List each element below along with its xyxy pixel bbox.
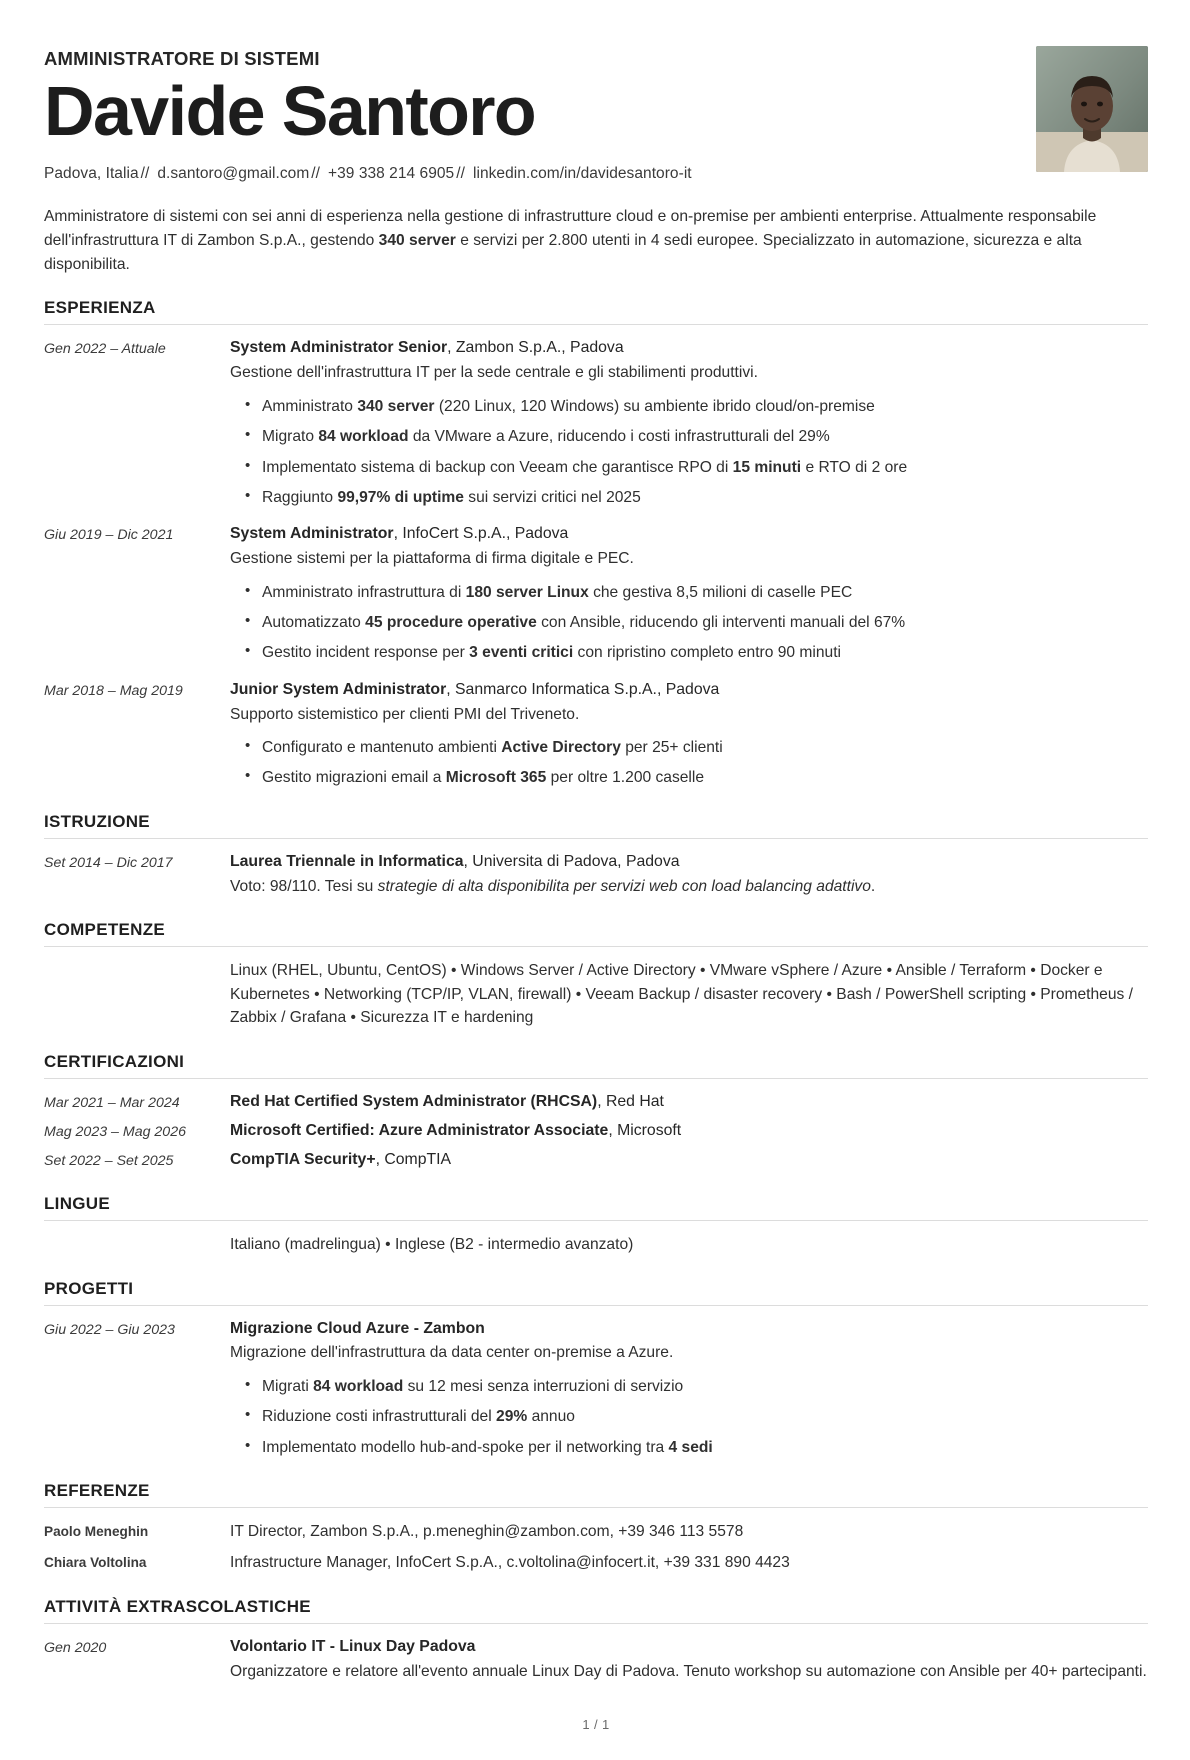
project-description: Migrazione dell'infrastruttura da data center on-premise a Azure. [230, 1344, 674, 1362]
bullet-pre: Riduzione costi infrastrutturali del [262, 1408, 497, 1426]
entry-body [230, 1091, 1148, 1114]
bullet-bold: Active Directory [501, 739, 621, 757]
entry-heading [230, 1149, 1148, 1172]
thesis-title: strategie di alta disponibilita per servizi web con load balancing adattivo [377, 877, 871, 895]
institution-name: , Universita di Padova, Padova [463, 852, 680, 870]
bullet-bold: 29% [496, 1408, 528, 1426]
section-heading-languages: LINGUE [44, 1193, 111, 1213]
languages-block [44, 1233, 1148, 1257]
project-entry [44, 1318, 1148, 1459]
entry-description: Gestione dell'infrastruttura IT per la sede centrale e gli stabilimenti produttivi. [230, 364, 758, 382]
entry-heading [230, 679, 1148, 702]
bullet-post: e RTO di 2 ore [801, 458, 908, 476]
entry-body [230, 1636, 1148, 1683]
entry-company: , Sanmarco Informatica S.p.A., Padova [446, 680, 720, 698]
bullet-bold: 99,97% di uptime [337, 488, 464, 506]
activity-name: Volontario IT - Linux Day Padova [230, 1637, 476, 1655]
certification-issuer: , Red Hat [597, 1093, 664, 1111]
bullet-pre: Implementato sistema di backup con Veeam che garantisce RPO di [262, 458, 733, 476]
header-text-block [44, 44, 1036, 183]
avatar [1036, 46, 1148, 172]
bullet-pre: Gestito incident response per [262, 644, 470, 662]
contact-location: Padova, Italia [44, 165, 139, 183]
entry-heading [230, 337, 1148, 360]
reference-entry [44, 1551, 1148, 1574]
bullet-post: con ripristino completo entro 90 minuti [573, 644, 842, 662]
section-education [44, 812, 1148, 898]
section-divider [44, 1305, 1148, 1306]
bullet-pre: Implementato modello hub-and-spoke per il networking tra [262, 1438, 669, 1456]
bullet-pre: Migrati [262, 1377, 314, 1395]
bullet-post: che gestiva 8,5 milioni di caselle PEC [588, 583, 853, 601]
entry-body [230, 1551, 1148, 1574]
list-item [262, 425, 1148, 448]
section-certifications [44, 1052, 1148, 1172]
certification-issuer: , CompTIA [375, 1150, 452, 1168]
section-skills [44, 920, 1148, 1030]
certification-entry [44, 1091, 1148, 1114]
entry-body [230, 337, 1148, 509]
entry-description: Gestione sistemi per la piattaforma di firma digitale e PEC. [230, 550, 634, 568]
resume-header [44, 44, 1148, 183]
certification-entry [44, 1149, 1148, 1172]
project-name: Migrazione Cloud Azure - Zambon [230, 1319, 485, 1337]
education-entry [44, 851, 1148, 898]
languages-text: Italiano (madrelingua) • Inglese (B2 - intermedio avanzato) [230, 1235, 634, 1253]
education-detail [230, 875, 1148, 898]
experience-entry [44, 679, 1148, 790]
bullet-post: (220 Linux, 120 Windows) su ambiente ibrido cloud/on-premise [434, 397, 875, 415]
section-extracurricular [44, 1597, 1148, 1683]
bullet-post: annuo [527, 1408, 575, 1426]
bullet-pre: Amministrato infrastruttura di [262, 583, 466, 601]
list-item [262, 456, 1148, 479]
entry-bullet-list [230, 736, 1148, 790]
entry-heading [230, 523, 1148, 546]
list-item [262, 1405, 1148, 1428]
entry-body [230, 1120, 1148, 1143]
section-divider [44, 1078, 1148, 1079]
entry-date: Giu 2019 – Dic 2021 [44, 527, 174, 544]
section-heading-experience: ESPERIENZA [44, 298, 156, 318]
list-item [262, 1375, 1148, 1398]
section-heading-certifications: CERTIFICAZIONI [44, 1052, 185, 1072]
list-item [262, 486, 1148, 509]
entry-date: Set 2014 – Dic 2017 [44, 854, 173, 871]
entry-heading [230, 1120, 1148, 1143]
bullet-pre: Amministrato [262, 397, 358, 415]
list-item [262, 766, 1148, 789]
summary-part2: e servizi per 2.800 utenti in 4 sedi europee. Specializzato in automazione, sicurezza e alta disponibilita. [44, 232, 1082, 273]
degree-name: Laurea Triennale in Informatica [230, 852, 464, 870]
entry-date: Mar 2021 – Mar 2024 [44, 1095, 180, 1112]
reference-detail: Infrastructure Manager, InfoCert S.p.A., c.voltolina@infocert.it, +39 331 890 4423 [230, 1554, 790, 1572]
education-detail-pre: Voto: 98/110. Tesi su [230, 877, 378, 895]
bullet-pre: Migrato [262, 428, 319, 446]
entry-bullet-list [230, 1375, 1148, 1459]
section-heading-education: ISTRUZIONE [44, 811, 150, 831]
section-languages [44, 1194, 1148, 1257]
entry-body [230, 679, 1148, 790]
section-projects [44, 1279, 1148, 1459]
contact-email[interactable]: d.santoro@gmail.com [157, 165, 310, 183]
bullet-bold: Microsoft 365 [445, 769, 547, 787]
contact-phone[interactable]: +39 338 214 6905 [328, 165, 455, 183]
list-item [262, 1436, 1148, 1459]
entry-bullet-list [230, 581, 1148, 665]
bullet-post: su 12 mesi senza interruzioni di servizio [403, 1377, 684, 1395]
reference-entry [44, 1520, 1148, 1543]
entry-heading [230, 851, 1148, 874]
bullet-bold: 84 workload [318, 428, 409, 446]
entry-heading [230, 1091, 1148, 1114]
bullet-bold: 180 server Linux [465, 583, 589, 601]
entry-description: Supporto sistemistico per clienti PMI del Triveneto. [230, 705, 580, 723]
bullet-pre: Raggiunto [262, 488, 338, 506]
entry-date: Giu 2022 – Giu 2023 [44, 1321, 175, 1338]
section-divider [44, 324, 1148, 325]
bullet-bold: 3 eventi critici [469, 644, 574, 662]
bullet-post: sui servizi critici nel 2025 [463, 488, 641, 506]
page-indicator: 1 / 1 [582, 1717, 610, 1733]
contact-linkedin[interactable]: linkedin.com/in/davidesantoro-it [472, 165, 692, 183]
entry-body [230, 1149, 1148, 1172]
section-divider [44, 1220, 1148, 1221]
entry-company: , Zambon S.p.A., Padova [447, 339, 624, 357]
bullet-bold: 15 minuti [732, 458, 802, 476]
entry-date: Gen 2020 [44, 1639, 107, 1656]
section-divider [44, 946, 1148, 947]
bullet-post: per 25+ clienti [620, 739, 723, 757]
summary-part1: Amministratore di sistemi con sei anni di esperienza nella gestione di infrastrutture cloud e on-premise per ambienti enterprise. Attualmente responsabile dell'infrastruttura IT di Zambon S.p.A., gestendo [44, 208, 1097, 250]
list-item [262, 611, 1148, 634]
reference-detail: IT Director, Zambon S.p.A., p.meneghin@zambon.com, +39 346 113 5578 [230, 1522, 744, 1540]
entry-heading [230, 1318, 1148, 1341]
section-divider [44, 838, 1148, 839]
entry-heading [230, 1636, 1148, 1659]
section-references [44, 1481, 1148, 1575]
activity-description: Organizzatore e relatore all'evento annuale Linux Day di Padova. Tenuto workshop su automazione con Ansible per 40+ partecipanti. [230, 1662, 1147, 1680]
section-heading-extracurricular: ATTIVITÀ EXTRASCOLASTICHE [44, 1596, 311, 1616]
bullet-post: con Ansible, riducendo gli interventi manuali del 67% [536, 613, 906, 631]
list-item [262, 395, 1148, 418]
bullet-pre: Gestito migrazioni email a [262, 769, 446, 787]
list-item [262, 581, 1148, 604]
entry-bullet-list [230, 395, 1148, 510]
job-title-headline: AMMINISTRATORE DI SISTEMI [44, 48, 320, 69]
section-heading-skills: COMPETENZE [44, 920, 166, 940]
reference-name: Chiara Voltolina [44, 1555, 147, 1571]
skills-block [44, 959, 1148, 1030]
experience-entry [44, 337, 1148, 509]
professional-summary [44, 205, 1148, 276]
contact-separator-2: // [311, 165, 321, 183]
certification-entry [44, 1120, 1148, 1143]
entry-date: Set 2022 – Set 2025 [44, 1152, 174, 1169]
section-experience [44, 298, 1148, 789]
section-heading-projects: PROGETTI [44, 1278, 134, 1298]
skills-text: Linux (RHEL, Ubuntu, CentOS) • Windows Server / Active Directory • VMware vSphere / Azure • Ansible / Terraform • Docker e Kubernetes • Networking (TCP/IP, VLAN, firewall) • Veeam Backup / disaster recovery • Bash / PowerShell scripting • Prometheus / Zabbix / Grafana • Sicurezza IT e hardening [230, 962, 1133, 1027]
reference-name: Paolo Meneghin [44, 1523, 149, 1539]
bullet-pre: Configurato e mantenuto ambienti [262, 739, 502, 757]
entry-date: Mag 2023 – Mag 2026 [44, 1124, 186, 1141]
section-divider [44, 1507, 1148, 1508]
certification-name: CompTIA Security+ [230, 1150, 376, 1168]
certification-name: Microsoft Certified: Azure Administrator Associate [230, 1122, 609, 1140]
entry-role: Junior System Administrator [230, 680, 447, 698]
entry-date: Mar 2018 – Mag 2019 [44, 682, 183, 699]
summary-highlight: 340 server [378, 232, 456, 250]
certification-issuer: , Microsoft [608, 1122, 682, 1140]
extracurricular-entry [44, 1636, 1148, 1683]
education-detail-post: . [870, 877, 876, 895]
list-item [262, 641, 1148, 664]
bullet-bold: 4 sedi [668, 1438, 713, 1456]
entry-body [230, 523, 1148, 664]
contact-separator-3: // [456, 165, 465, 183]
entry-company: , InfoCert S.p.A., Padova [393, 525, 569, 543]
bullet-post: per oltre 1.200 caselle [546, 769, 705, 787]
page-title: Davide Santoro [44, 72, 536, 150]
bullet-pre: Automatizzato [262, 613, 366, 631]
entry-body [230, 851, 1148, 898]
entry-body [230, 1318, 1148, 1459]
list-item [262, 736, 1148, 759]
bullet-bold: 340 server [357, 397, 435, 415]
bullet-post: da VMware a Azure, riducendo i costi infrastrutturali del 29% [408, 428, 830, 446]
section-divider [44, 1623, 1148, 1624]
entry-date: Gen 2022 – Attuale [44, 341, 166, 358]
entry-body [230, 1520, 1148, 1543]
bullet-bold: 45 procedure operative [365, 613, 537, 631]
contact-separator-1: // [140, 165, 150, 183]
certification-name: Red Hat Certified System Administrator (RHCSA) [230, 1093, 598, 1111]
entry-role: System Administrator Senior [230, 339, 448, 357]
section-heading-references: REFERENZE [44, 1480, 150, 1500]
contact-line [44, 165, 1036, 183]
entry-role: System Administrator [230, 525, 394, 543]
bullet-bold: 84 workload [313, 1377, 404, 1395]
experience-entry [44, 523, 1148, 664]
